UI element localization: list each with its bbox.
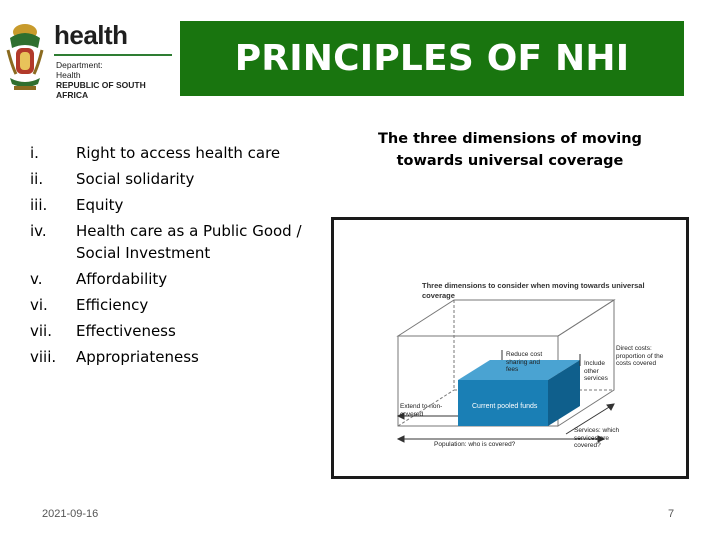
logo-department-line: Department:	[56, 60, 103, 70]
figure-title: Three dimensions to consider when moving towards universal coverage	[422, 281, 645, 300]
principle-text: Efficiency	[76, 296, 149, 314]
principle-text: Health care as a Public Good / Social Investment	[76, 222, 302, 262]
logo-country-line: REPUBLIC OF SOUTH AFRICA	[56, 80, 146, 100]
principle-item	[30, 318, 330, 344]
principle-item	[30, 292, 330, 318]
principle-text: Equity	[76, 196, 124, 214]
principle-text: Right to access health care	[76, 144, 281, 162]
services-axis-label: Services: which services are covered?	[574, 427, 620, 449]
current-pooled-funds-label: Current pooled funds	[472, 403, 538, 410]
principle-number: i.	[30, 144, 39, 162]
page-number: 7	[668, 508, 675, 520]
principle-text: Appropriateness	[76, 348, 199, 366]
principles-list	[30, 140, 330, 370]
logo-divider	[54, 54, 172, 56]
direct-costs-label: Direct costs: proportion of the costs covered	[616, 345, 664, 367]
principle-number: vi.	[30, 296, 48, 314]
footer-date: 2021-09-16	[42, 508, 99, 520]
principle-item	[30, 192, 330, 218]
principle-text: Social solidarity	[76, 170, 195, 188]
slide-title: PRINCIPLES OF NHI	[234, 38, 630, 79]
coat-of-arms-icon	[2, 18, 48, 96]
coverage-cube-figure	[331, 217, 689, 479]
logo-health-line: Health	[56, 70, 81, 80]
principle-item	[30, 344, 330, 370]
principle-number: iii.	[30, 196, 48, 214]
department-logo	[0, 16, 180, 98]
logo-wordmark: health	[54, 20, 128, 50]
principle-item	[30, 266, 330, 292]
principle-item	[30, 218, 330, 266]
principle-text: Effectiveness	[76, 322, 176, 340]
principle-number: v.	[30, 270, 43, 288]
population-axis-label: Population: who is covered?	[434, 441, 516, 448]
principle-item	[30, 166, 330, 192]
include-other-services-label: Include other services	[584, 360, 608, 382]
extend-non-covered-label: Extend to non-covered	[400, 403, 443, 418]
logo-text-block	[54, 20, 176, 100]
principle-number: vii.	[30, 322, 52, 340]
principle-text: Affordability	[76, 270, 168, 288]
principle-number: viii.	[30, 348, 57, 366]
principle-number: iv.	[30, 222, 47, 240]
principle-item	[30, 140, 330, 166]
principle-number: ii.	[30, 170, 44, 188]
title-banner	[180, 21, 684, 96]
reduce-cost-sharing-label: Reduce cost sharing and fees	[506, 351, 543, 373]
figure-caption: The three dimensions of moving towards universal coverage	[378, 131, 642, 169]
